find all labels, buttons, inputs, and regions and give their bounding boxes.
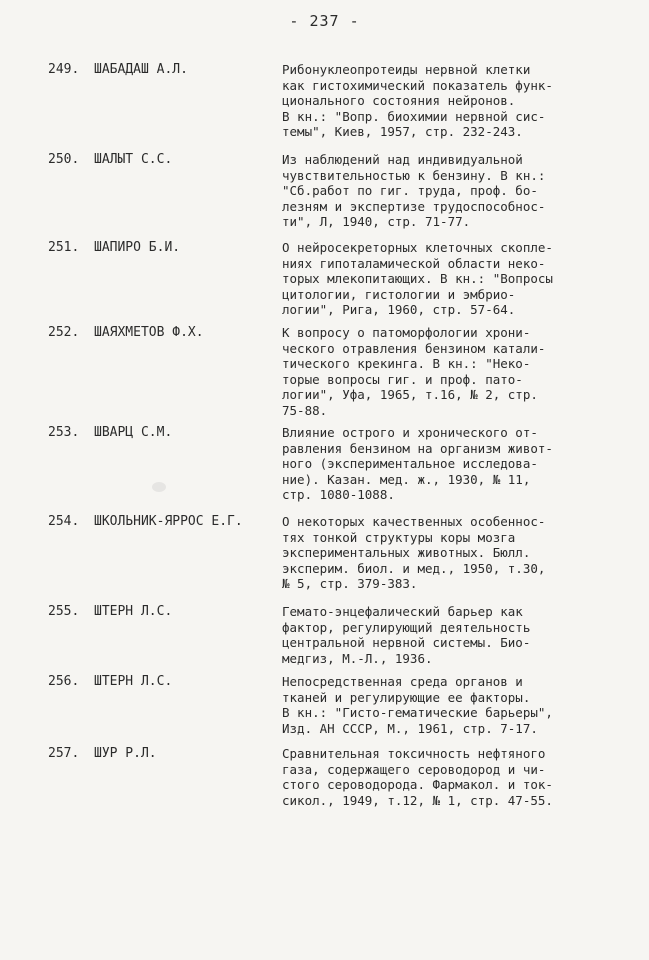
citation-line: В кн.: "Вопр. биохимии нервной сис- [282, 108, 546, 124]
entry-citation [282, 604, 612, 666]
citation-line: тях тонкой структуры коры мозга [282, 529, 516, 545]
paper-smudge [152, 482, 166, 492]
citation-line: 75-88. [282, 402, 328, 418]
citation-line: Рибонуклеопротеиды нервной клетки [282, 62, 531, 77]
citation-line: ние). Казан. мед. ж., 1930, № 11, [282, 471, 531, 487]
citation-line: Сравнительная токсичность нефтяного [282, 746, 546, 761]
citation-line: "Сб.работ по гиг. труда, проф. бо- [282, 183, 538, 198]
citation-line: В кн.: "Гисто-гематические барьеры", [282, 705, 553, 720]
entry-citation [282, 325, 612, 418]
citation-line: стого сероводорода. Фармакол. и ток- [282, 777, 553, 792]
page-number: - 237 - [289, 12, 360, 30]
citation-line: Из наблюдений над индивидуальной [282, 152, 523, 167]
entry-number: 252. [48, 325, 80, 340]
citation-line: ционального состояния нейронов. [282, 93, 516, 108]
citation-line: сикол., 1949, т.12, № 1, стр. 47-55. [282, 792, 553, 808]
entry-number: 256. [48, 674, 80, 689]
entry-number: 249. [48, 62, 80, 77]
citation-line: тканей и регулирующие ее факторы. [282, 689, 531, 705]
citation-line: № 5, стр. 379-383. [282, 576, 418, 591]
entry-author: ШКОЛЬНИК-ЯРРОС Е.Г. [94, 514, 243, 529]
entry-number: 253. [48, 425, 80, 440]
citation-line: фактор, регулирующий деятельность [282, 619, 531, 635]
entry-author: ШВАРЦ С.М. [94, 425, 173, 440]
citation-line: торые вопросы гиг. и проф. пато- [282, 371, 523, 387]
citation-line: ческого отравления бензином катали- [282, 340, 546, 356]
citation-line: лезням и экспертизе трудоспособнос- [282, 198, 546, 214]
citation-line: торых млекопитающих. В кн.: "Вопросы [282, 271, 553, 286]
citation-line: равления бензином на организм живот- [282, 440, 553, 456]
entry-author: ШАБАДАШ А.Л. [94, 62, 188, 77]
citation-line: медгиз, М.-Л., 1936. [282, 650, 433, 666]
citation-line: цитологии, гистологии и эмбрио- [282, 286, 516, 302]
entry-author: ШУР Р.Л. [94, 746, 157, 761]
citation-line: центральной нервной системы. Био- [282, 635, 531, 650]
citation-line: О некоторых качественных особеннос- [282, 514, 546, 529]
entry-number: 254. [48, 514, 80, 529]
citation-line: Изд. АН СССР, М., 1961, стр. 7-17. [282, 720, 538, 736]
entry-citation [282, 62, 612, 140]
entry-citation [282, 240, 612, 318]
entry-citation [282, 425, 612, 503]
entry-citation [282, 746, 612, 808]
citation-line: темы", Киев, 1957, стр. 232-243. [282, 124, 523, 139]
entry-author: ШАЛЫТ С.С. [94, 152, 173, 167]
citation-line: экспериментальных животных. Бюлл. [282, 545, 531, 560]
citation-line: эксперим. биол. и мед., 1950, т.30, [282, 560, 546, 576]
citation-line: стр. 1080-1088. [282, 487, 395, 502]
citation-line: О нейросекреторных клеточных скопле- [282, 240, 553, 255]
citation-line: Влияние острого и хронического от- [282, 425, 538, 440]
entry-citation [282, 514, 612, 592]
citation-line: чувствительностью к бензину. В кн.: [282, 167, 546, 183]
citation-line: газа, содержащего сероводород и чи- [282, 761, 546, 777]
entry-author: ШТЕРН Л.С. [94, 604, 173, 619]
citation-line: ного (экспериментальное исследова- [282, 456, 538, 471]
citation-line: ниях гипоталамической области неко- [282, 255, 546, 271]
citation-line: К вопросу о патоморфологии хрони- [282, 325, 531, 340]
citation-line: как гистохимический показатель функ- [282, 77, 553, 93]
citation-line: Гемато-энцефалический барьер как [282, 604, 523, 619]
entry-citation [282, 152, 612, 230]
citation-line: тического крекинга. В кн.: "Неко- [282, 356, 531, 371]
entry-citation [282, 674, 612, 736]
entry-author: ШАПИРО Б.И. [94, 240, 181, 255]
citation-line: логии", Рига, 1960, стр. 57-64. [282, 302, 516, 317]
entry-number: 250. [48, 152, 80, 167]
citation-line: ти", Л, 1940, стр. 71-77. [282, 214, 471, 229]
entry-number: 251. [48, 240, 80, 255]
entry-author: ШАЯХМЕТОВ Ф.Х. [94, 325, 204, 340]
entry-author: ШТЕРН Л.С. [94, 674, 173, 689]
entry-number: 255. [48, 604, 80, 619]
citation-line: Непосредственная среда органов и [282, 674, 523, 689]
citation-line: логии", Уфа, 1965, т.16, № 2, стр. [282, 387, 538, 402]
entry-number: 257. [48, 746, 80, 761]
